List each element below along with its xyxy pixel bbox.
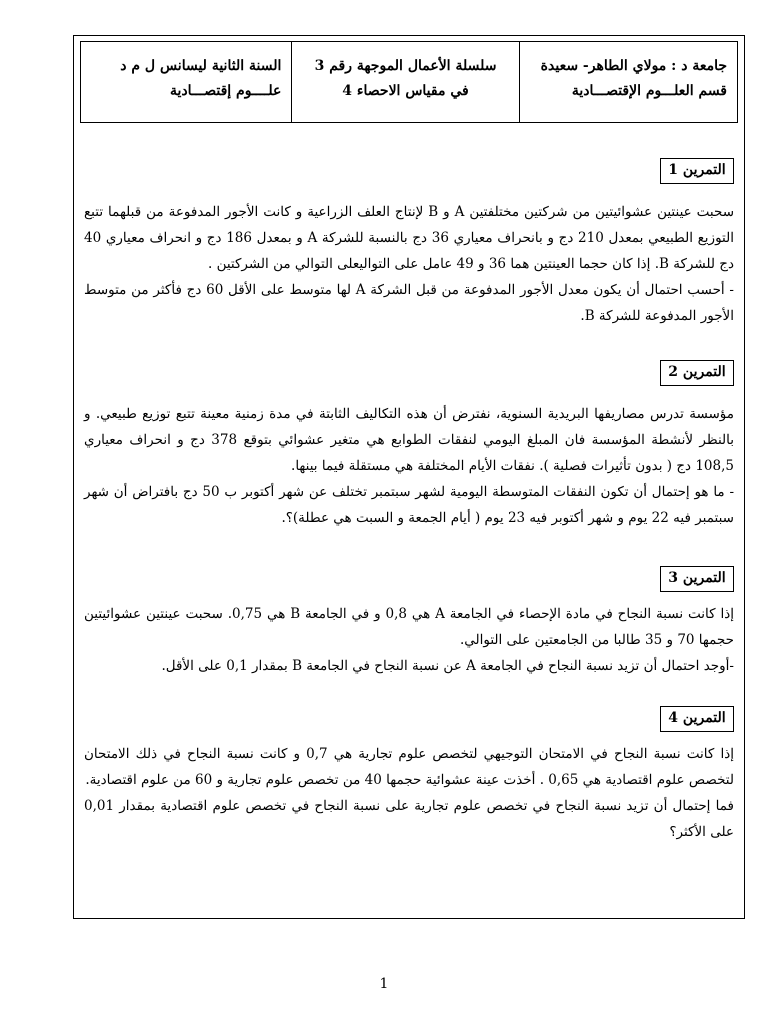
header-institution-cell: [519, 42, 737, 122]
department-name: قسم العلـــوم الإقتصـــادية: [571, 83, 727, 99]
exercise-1-text: [84, 199, 734, 329]
exercise-2-statement: مؤسسة تدرس مصاريفها البريدية السنوية، نفترض أن هذه التكاليف الثابتة في مدة زمنية معينة تتبع توزيع طبيعي. و بالنظر لأنشطة المؤسسة فان المبلغ اليومي لنفقات الطوابع هي متغير عشوائي بتوقع 378 دج و انحراف معياري 108,5 دج ( بدون تأثيرات فصلية ). نفقات الأيام المختلفة هي مستقلة فيما بينها.: [84, 406, 735, 474]
university-name: جامعة د : مولاي الطاهر- سعيدة: [540, 58, 727, 74]
exercise-3-label: التمرين 3: [660, 566, 734, 592]
exercise-2-label: التمرين 2: [660, 360, 734, 386]
exercise-1-question: - أحسب احتمال أن يكون معدل الأجور المدفوعة من قبل الشركة A لها متوسط على الأقل 60 دج فأكثر من متوسط الأجور المدفوعة للشركة B.: [84, 282, 734, 324]
series-title: سلسلة الأعمال الموجهة رقم 3: [314, 58, 497, 74]
exercise-2-text: [84, 401, 734, 531]
study-year: السنة الثانية ليسانس ل م د: [120, 58, 282, 74]
study-field: علــــوم إقتصـــادية: [170, 83, 282, 99]
header-series-cell: [291, 42, 518, 122]
exercise-4-statement: إذا كانت نسبة النجاح في الامتحان التوجيهي لتخصص علوم تجارية هي 0,7 و كانت نسبة النجاح في ذلك الامتحان لتخصص علوم اقتصادية هي 0,65 . أخذت عينة عشوائية حجمها 40 من تخصص علوم تجارية و 60 من علوم اقتصادية.: [84, 746, 734, 788]
header-level-cell: [81, 42, 291, 122]
exercise-4-text: [84, 741, 734, 845]
page-number: 1: [379, 976, 389, 992]
exercise-3-text: [84, 601, 734, 679]
header-table: [80, 41, 738, 123]
exercise-1-label: التمرين 1: [660, 158, 734, 184]
course-name: في مقياس الاحصاء 4: [342, 83, 469, 99]
exercise-2-question: - ما هو إحتمال أن تكون النفقات المتوسطة اليومية لشهر سبتمبر تختلف عن شهر أكتوبر ب 50 دج بافتراض أن شهر سبتمبر فيه 22 يوم و شهر أكتوبر فيه 23 يوم ( أيام الجمعة و السبت هي عطلة)؟.: [84, 484, 735, 526]
exercise-4-question: فما إحتمال أن تزيد نسبة النجاح في تخصص علوم تجارية على نسبة النجاح في تخصص علوم اقتصادية بمقدار 0,01 على الأكثر؟: [84, 798, 734, 840]
exercise-4-label: التمرين 4: [660, 706, 734, 732]
exercise-3-question: -أوجد احتمال أن تزيد نسبة النجاح في الجامعة A عن نسبة النجاح في الجامعة B بمقدار 0,1 على الأقل.: [161, 658, 734, 674]
exercise-1-statement: سحبت عينتين عشوائيتين من شركتين مختلفتين A و B لإنتاج العلف الزراعية و كانت الأجور المدفوعة من قبلهما تتبع التوزيع الطبيعي بمعدل 210 دج و بانحراف معياري 36 دج بالنسبة للشركة A و بمعدل 186 دج و انحراف معياري 40 دج للشركة B. إذا كان حجما العينتين هما 36 و 49 عامل على التواليعلى التوالي من الشركتين .: [84, 204, 735, 272]
exercise-3-statement: إذا كانت نسبة النجاح في مادة الإحصاء في الجامعة A هي 0,8 و في الجامعة B هي 0,75. سحبت عينتين عشوائيتين حجمها 70 و 35 طالبا من الجامعتين على التوالي.: [84, 606, 734, 648]
page-frame: [73, 35, 745, 919]
